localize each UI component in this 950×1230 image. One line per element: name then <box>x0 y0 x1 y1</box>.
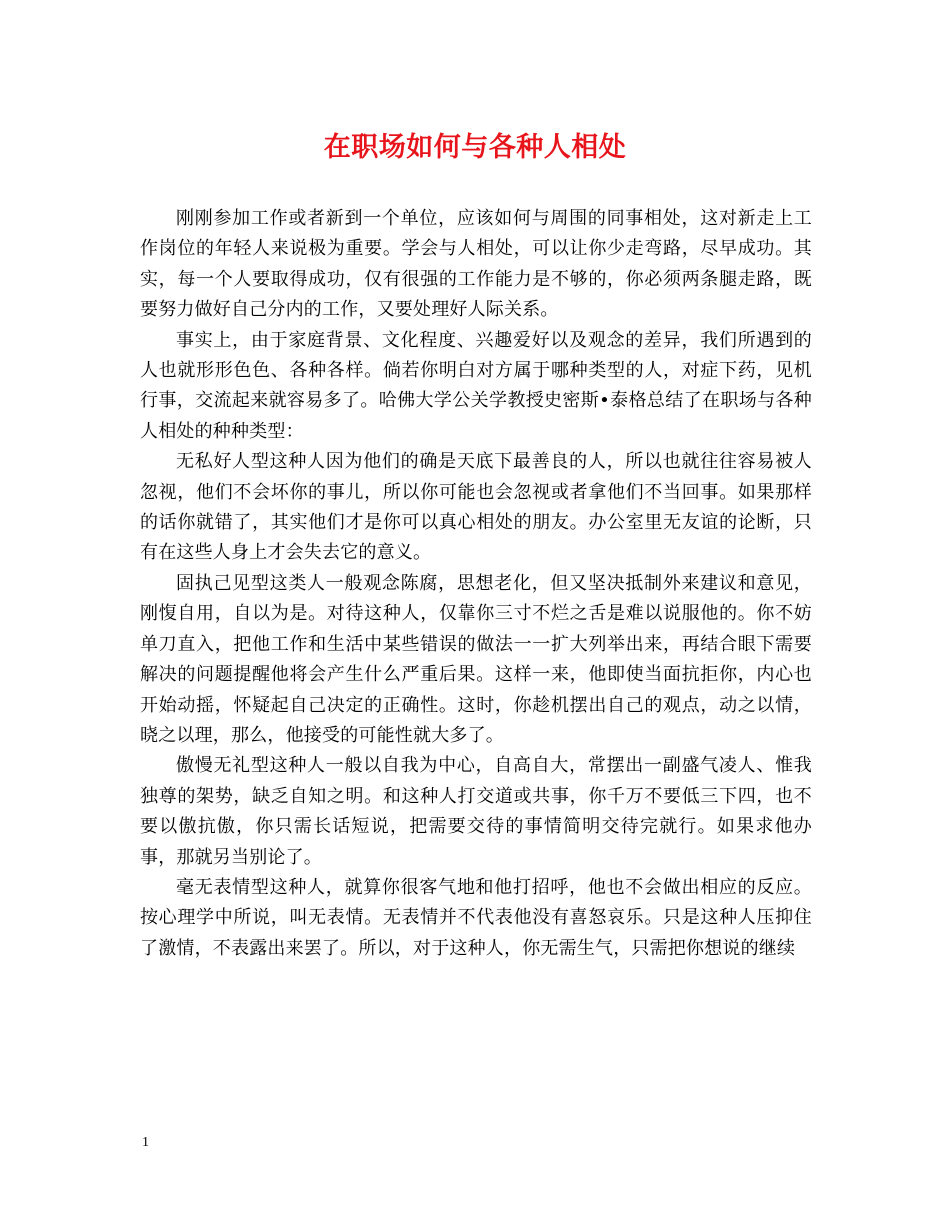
document-body <box>140 204 812 964</box>
paragraph-5: 傲慢无礼型这种人一般以自我为中心，自高自大，常摆出一副盛气凌人、惟我独尊的架势，缺乏自知之明。和这种人打交道或共事，你千万不要低三下四，也不要以傲抗傲，你只需长话短说，把需要交待的事情简明交待完就行。如果求他办事，那就另当别论了。 <box>140 755 812 868</box>
paragraph-4: 固执己见型这类人一般观念陈腐，思想老化，但又坚决抵制外来建议和意见，刚愎自用，自以为是。对待这种人，仅靠你三寸不烂之舌是难以说服他的。你不妨单刀直入，把他工作和生活中某些错误的做法一一扩大列举出来，再结合眼下需要解决的问题提醒他将会产生什么严重后果。这样一来，他即使当面抗拒你，内心也开始动摇，怀疑起自己决定的正确性。这时，你趁机摆出自己的观点，动之以情，晓之以理，那么，他接受的可能性就大多了。 <box>140 572 812 746</box>
page-number: 1 <box>142 1135 149 1150</box>
paragraph-2: 事实上，由于家庭背景、文化程度、兴趣爱好以及观念的差异，我们所遇到的人也就形形色色、各种各样。倘若你明白对方属于哪种类型的人，对症下药，见机行事，交流起来就容易多了。哈佛大学公关学教授史密斯•泰格总结了在职场与各种人相处的种种类型： <box>140 329 812 442</box>
document-title: 在职场如何与各种人相处 <box>323 132 627 163</box>
paragraph-3: 无私好人型这种人因为他们的确是天底下最善良的人，所以也就往往容易被人忽视，他们不会坏你的事儿，所以你可能也会忽视或者拿他们不当回事。如果那样的话你就错了，其实他们才是你可以真心相处的朋友。办公室里无友谊的论断，只有在这些人身上才会失去它的意义。 <box>140 451 812 564</box>
paragraph-6: 毫无表情型这种人，就算你很客气地和他打招呼，他也不会做出相应的反应。按心理学中所说，叫无表情。无表情并不代表他没有喜怒哀乐。只是这种人压抑住了激情，不表露出来罢了。所以，对于这种人，你无需生气，只需把你想说的继续 <box>140 876 812 959</box>
paragraph-1: 刚刚参加工作或者新到一个单位，应该如何与周围的同事相处，这对新走上工作岗位的年轻人来说极为重要。学会与人相处，可以让你少走弯路，尽早成功。其实，每一个人要取得成功，仅有很强的工作能力是不够的，你必须两条腿走路，既要努力做好自己分内的工作，又要处理好人际关系。 <box>140 208 812 321</box>
